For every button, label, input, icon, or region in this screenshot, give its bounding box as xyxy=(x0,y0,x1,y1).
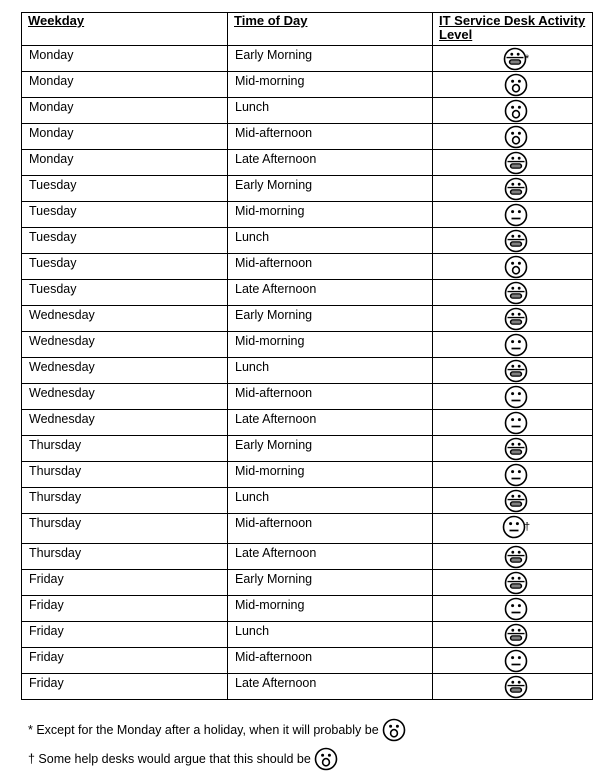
weekday-cell: Wednesday xyxy=(22,410,228,436)
table-row xyxy=(22,306,593,332)
table-row xyxy=(22,384,593,410)
grimace-face-icon xyxy=(504,489,528,513)
activity-level-cell xyxy=(433,622,593,648)
header-weekday: Weekday xyxy=(22,13,228,46)
activity-level-cell xyxy=(433,280,593,306)
table-row xyxy=(22,202,593,228)
activity-level-cell xyxy=(433,254,593,280)
neutral-face-icon xyxy=(504,203,528,227)
footnote-mark: * xyxy=(524,53,530,65)
weekday-cell: Wednesday xyxy=(22,384,228,410)
table-row xyxy=(22,280,593,306)
activity-level-cell xyxy=(433,436,593,462)
activity-level-cell xyxy=(433,306,593,332)
table-row xyxy=(22,488,593,514)
activity-level-cell xyxy=(433,124,593,150)
shocked-face-icon xyxy=(504,255,528,279)
time-of-day-cell: Late Afternoon xyxy=(228,674,433,700)
activity-level-cell xyxy=(433,332,593,358)
header-time-of-day: Time of Day xyxy=(228,13,433,46)
weekday-cell: Wednesday xyxy=(22,358,228,384)
weekday-cell: Friday xyxy=(22,570,228,596)
time-of-day-cell: Early Morning xyxy=(228,46,433,72)
table-row xyxy=(22,514,593,544)
footnote-argue xyxy=(28,747,338,771)
table-row xyxy=(22,648,593,674)
weekday-cell: Monday xyxy=(22,72,228,98)
time-of-day-cell: Mid-afternoon xyxy=(228,384,433,410)
neutral-face-icon xyxy=(504,411,528,435)
footnote-mark: † xyxy=(523,521,531,533)
weekday-cell: Tuesday xyxy=(22,280,228,306)
table-row xyxy=(22,358,593,384)
table-row xyxy=(22,124,593,150)
shocked-face-icon xyxy=(382,718,406,742)
shocked-face-icon xyxy=(504,125,528,149)
neutral-face-icon xyxy=(502,515,526,539)
weekday-cell: Tuesday xyxy=(22,176,228,202)
weekday-cell: Thursday xyxy=(22,488,228,514)
footnote-holiday xyxy=(28,718,406,742)
time-of-day-cell: Mid-morning xyxy=(228,202,433,228)
time-of-day-cell: Early Morning xyxy=(228,436,433,462)
grimace-face-icon xyxy=(504,675,528,699)
activity-level-cell xyxy=(433,46,593,72)
time-of-day-cell: Lunch xyxy=(228,98,433,124)
grimace-face-icon xyxy=(504,281,528,305)
time-of-day-cell: Mid-morning xyxy=(228,332,433,358)
time-of-day-cell: Late Afternoon xyxy=(228,410,433,436)
time-of-day-cell: Lunch xyxy=(228,622,433,648)
activity-level-cell xyxy=(433,410,593,436)
neutral-face-icon xyxy=(504,333,528,357)
neutral-face-icon xyxy=(504,649,528,673)
activity-level-cell xyxy=(433,176,593,202)
table-row xyxy=(22,436,593,462)
grimace-face-icon xyxy=(504,307,528,331)
time-of-day-cell: Late Afternoon xyxy=(228,280,433,306)
time-of-day-cell: Lunch xyxy=(228,358,433,384)
weekday-cell: Thursday xyxy=(22,544,228,570)
activity-level-cell xyxy=(433,462,593,488)
weekday-cell: Friday xyxy=(22,622,228,648)
table-row xyxy=(22,596,593,622)
activity-level-cell xyxy=(433,674,593,700)
weekday-cell: Monday xyxy=(22,98,228,124)
time-of-day-cell: Mid-morning xyxy=(228,462,433,488)
activity-level-cell xyxy=(433,570,593,596)
footnote-holiday-text: * Except for the Monday after a holiday, when it will probably be xyxy=(28,723,379,737)
time-of-day-cell: Mid-morning xyxy=(228,72,433,98)
activity-level-cell xyxy=(433,384,593,410)
activity-level-cell xyxy=(433,150,593,176)
time-of-day-cell: Late Afternoon xyxy=(228,544,433,570)
activity-level-cell xyxy=(433,514,593,544)
weekday-cell: Wednesday xyxy=(22,332,228,358)
footnote-argue-text: † Some help desks would argue that this should be xyxy=(28,752,311,766)
table-row xyxy=(22,544,593,570)
table-row xyxy=(22,622,593,648)
grimace-face-icon xyxy=(504,359,528,383)
table-row xyxy=(22,462,593,488)
grimace-face-icon xyxy=(504,437,528,461)
time-of-day-cell: Mid-morning xyxy=(228,596,433,622)
time-of-day-cell: Early Morning xyxy=(228,306,433,332)
table-row xyxy=(22,410,593,436)
time-of-day-cell: Lunch xyxy=(228,228,433,254)
weekday-cell: Tuesday xyxy=(22,202,228,228)
header-row xyxy=(22,13,593,46)
shocked-face-icon xyxy=(504,73,528,97)
grimace-face-icon xyxy=(504,177,528,201)
table-row xyxy=(22,176,593,202)
weekday-cell: Tuesday xyxy=(22,254,228,280)
grimace-face-icon xyxy=(503,47,530,71)
weekday-cell: Monday xyxy=(22,150,228,176)
table-row xyxy=(22,228,593,254)
activity-level-cell xyxy=(433,596,593,622)
weekday-cell: Friday xyxy=(22,596,228,622)
table-row xyxy=(22,46,593,72)
activity-level-cell xyxy=(433,228,593,254)
neutral-face-icon xyxy=(504,463,528,487)
time-of-day-cell: Mid-afternoon xyxy=(228,514,433,544)
table-row xyxy=(22,98,593,124)
weekday-cell: Thursday xyxy=(22,462,228,488)
time-of-day-cell: Mid-afternoon xyxy=(228,648,433,674)
weekday-cell: Wednesday xyxy=(22,306,228,332)
grimace-face-icon xyxy=(504,229,528,253)
grimace-face-icon xyxy=(504,151,528,175)
table-row xyxy=(22,332,593,358)
time-of-day-cell: Lunch xyxy=(228,488,433,514)
time-of-day-cell: Mid-afternoon xyxy=(228,124,433,150)
activity-level-cell xyxy=(433,98,593,124)
neutral-face-icon xyxy=(504,385,528,409)
header-activity-level: IT Service Desk Activity Level xyxy=(433,13,593,46)
activity-level-cell xyxy=(433,72,593,98)
table-row xyxy=(22,72,593,98)
activity-level-cell xyxy=(433,202,593,228)
time-of-day-cell: Early Morning xyxy=(228,176,433,202)
time-of-day-cell: Mid-afternoon xyxy=(228,254,433,280)
weekday-cell: Monday xyxy=(22,46,228,72)
neutral-face-icon xyxy=(504,597,528,621)
weekday-cell: Thursday xyxy=(22,436,228,462)
grimace-face-icon xyxy=(504,571,528,595)
table-row xyxy=(22,150,593,176)
grimace-face-icon xyxy=(504,545,528,569)
weekday-cell: Friday xyxy=(22,674,228,700)
time-of-day-cell: Late Afternoon xyxy=(228,150,433,176)
activity-level-cell xyxy=(433,358,593,384)
weekday-cell: Friday xyxy=(22,648,228,674)
activity-table xyxy=(21,12,593,700)
weekday-cell: Tuesday xyxy=(22,228,228,254)
activity-level-cell xyxy=(433,544,593,570)
activity-level-cell xyxy=(433,648,593,674)
weekday-cell: Monday xyxy=(22,124,228,150)
weekday-cell: Thursday xyxy=(22,514,228,544)
shocked-face-icon xyxy=(314,747,338,771)
table-row xyxy=(22,570,593,596)
time-of-day-cell: Early Morning xyxy=(228,570,433,596)
shocked-face-icon xyxy=(504,99,528,123)
grimace-face-icon xyxy=(504,623,528,647)
activity-level-cell xyxy=(433,488,593,514)
table-row xyxy=(22,254,593,280)
table-row xyxy=(22,674,593,700)
